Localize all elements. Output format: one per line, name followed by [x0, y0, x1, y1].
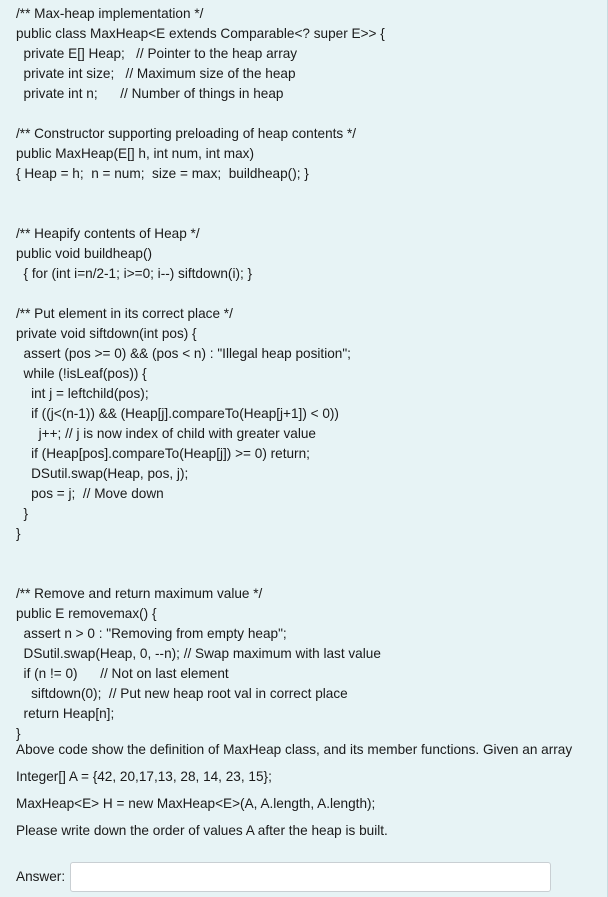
code-line: }: [16, 526, 21, 541]
code-line: if (n != 0) // Not on last element: [16, 666, 229, 681]
code-line: DSutil.swap(Heap, pos, j);: [16, 466, 189, 481]
code-line: siftdown(0); // Put new heap root val in correct place: [16, 686, 348, 701]
code-line: public class MaxHeap<E extends Comparable<? super E>> {: [16, 26, 385, 41]
code-line: [16, 204, 604, 224]
code-line: public E removemax() {: [16, 606, 157, 621]
code-line: private int n; // Number of things in heap: [16, 86, 284, 101]
question-heap-construction: MaxHeap<E> H = new MaxHeap<E>(A, A.length, A.length);: [16, 796, 376, 811]
code-line: [16, 104, 604, 124]
code-line: private void siftdown(int pos) {: [16, 326, 197, 341]
answer-input[interactable]: [70, 862, 551, 892]
code-line: if (Heap[pos].compareTo(Heap[j]) >= 0) return;: [16, 446, 310, 461]
code-block: [16, 4, 604, 744]
code-line: private int size; // Maximum size of the heap: [16, 66, 296, 81]
question-description: Above code show the definition of MaxHeap class, and its member functions. Given an array: [16, 742, 573, 757]
code-line: }: [16, 506, 29, 521]
code-line: while (!isLeaf(pos)) {: [16, 366, 147, 381]
code-line: /** Heapify contents of Heap */: [16, 226, 200, 241]
answer-label: Answer:: [16, 869, 66, 884]
code-line: j++; // j is now index of child with greater value: [16, 426, 316, 441]
code-line: int j = leftchild(pos);: [16, 386, 149, 401]
code-line: return Heap[n];: [16, 706, 115, 721]
question-text: [16, 740, 604, 848]
code-line: if ((j<(n-1)) && (Heap[j].compareTo(Heap[j+1]) < 0)): [16, 406, 339, 421]
code-line: }: [16, 726, 21, 741]
answer-row: [16, 862, 551, 892]
code-line: public MaxHeap(E[] h, int num, int max): [16, 146, 254, 161]
code-line: /** Remove and return maximum value */: [16, 586, 263, 601]
code-line: [16, 564, 604, 584]
code-line: [16, 544, 604, 564]
code-line: assert n > 0 : "Removing from empty heap";: [16, 626, 287, 641]
code-line: public void buildheap(): [16, 246, 153, 261]
code-line: [16, 184, 604, 204]
code-line: [16, 284, 604, 304]
code-line: pos = j; // Move down: [16, 486, 164, 501]
code-line: /** Max-heap implementation */: [16, 6, 204, 21]
code-line: private E[] Heap; // Pointer to the heap array: [16, 46, 298, 61]
code-line: { Heap = h; n = num; size = max; buildheap(); }: [16, 166, 309, 181]
question-prompt: Please write down the order of values A after the heap is built.: [16, 823, 388, 838]
code-line: assert (pos >= 0) && (pos < n) : "Illegal heap position";: [16, 346, 351, 361]
code-line: /** Put element in its correct place */: [16, 306, 233, 321]
question-array-declaration: Integer[] A = {42, 20,17,13, 28, 14, 23, 15};: [16, 769, 272, 784]
code-line: { for (int i=n/2-1; i>=0; i--) siftdown(i); }: [16, 266, 253, 281]
code-line: DSutil.swap(Heap, 0, --n); // Swap maximum with last value: [16, 646, 381, 661]
code-line: /** Constructor supporting preloading of heap contents */: [16, 126, 357, 141]
